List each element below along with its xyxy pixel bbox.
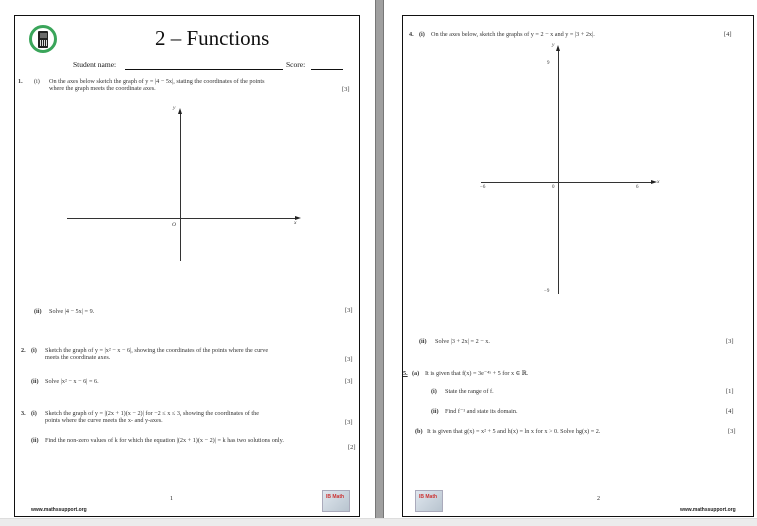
q5-a-i-text: State the range of f.	[445, 388, 494, 395]
q4-i-marks: [4]	[724, 31, 732, 38]
x-max-tick: 6	[636, 185, 639, 190]
page-view-left[interactable]	[0, 0, 375, 518]
q4-ii-text: Solve |3 + 2x| = 2 − x.	[435, 338, 490, 345]
q2-ii-text: Solve |x² − x − 6| = 6.	[45, 378, 99, 385]
x-axis-arrow-icon	[295, 216, 301, 220]
q2-number: 2.	[21, 347, 26, 354]
q1-ii-label: (ii)	[34, 308, 42, 315]
q5-a-text: It is given that f(x) = 3e⁻⁴ˣ + 5 for x ∈ ℝ.	[425, 370, 529, 377]
ib-math-badge-icon: IB Math	[415, 490, 443, 512]
q5-a-label: (a)	[412, 370, 420, 377]
q4-number: 4.	[409, 31, 414, 38]
q5-b-label: (b)	[415, 428, 423, 435]
q4-i-text: On the axes below, sketch the graphs of y = 2 − x and y = |3 + 2x|.	[431, 31, 595, 38]
y-max-tick: 9	[547, 61, 550, 66]
x-axis-label: x	[294, 220, 297, 226]
q3-i-label: (i)	[31, 410, 37, 417]
y-axis-label: y	[173, 105, 176, 111]
page-2	[402, 15, 754, 517]
y-axis	[558, 48, 559, 294]
student-name-label: Student name:	[73, 60, 117, 69]
ib-math-badge-icon: IB Math	[322, 490, 350, 512]
y-min-tick: −9	[544, 289, 550, 294]
footer-url[interactable]: www.mathssupport.org	[680, 507, 736, 513]
score-line	[311, 69, 343, 70]
q2-i-text: Sketch the graph of y = |x² − x − 6|, showing the coordinates of the points where the curve	[45, 347, 269, 354]
q3-i-marks: [3]	[345, 419, 353, 426]
q3-i-text: Sketch the graph of y = |(2x + 1)(x − 2)| for −2 ≤ x ≤ 3, showing the coordinates of the	[45, 410, 259, 417]
origin-label: 0	[552, 185, 555, 190]
q3-number: 3.	[21, 410, 26, 417]
student-name-line	[125, 69, 283, 70]
q4-ii-label: (ii)	[419, 338, 427, 345]
q1-i-label: (i)	[34, 78, 40, 85]
q3-ii-label: (ii)	[31, 437, 39, 444]
origin-label: O	[172, 222, 176, 228]
page-number: 1	[170, 496, 173, 502]
q3-ii-text: Find the non-zero values of k for which the equation |(2x + 1)(x − 2)| = k has two solutions only.	[45, 437, 284, 444]
y-axis-arrow-icon	[178, 108, 182, 114]
page-title: 2 – Functions	[155, 26, 270, 50]
score-label: Score:	[286, 60, 306, 69]
q3-ii-marks: [2]	[348, 444, 356, 451]
page-divider-scrollbar[interactable]	[375, 0, 384, 525]
footer-url[interactable]: www.mathssupport.org	[31, 507, 87, 513]
q1-i-text2: where the graph meets the coordinate axes.	[49, 85, 156, 92]
q5-a-i-label: (i)	[431, 388, 437, 395]
x-min-tick: −6	[480, 185, 486, 190]
q1-i-text: On the axes below sketch the graph of y = |4 − 5x|, stating the coordinates of the points	[49, 78, 265, 85]
q2-ii-marks: [3]	[345, 378, 353, 385]
q5-b-marks: [3]	[728, 428, 736, 435]
q2-ii-label: (ii)	[31, 378, 39, 385]
y-axis	[180, 111, 181, 261]
q5-number: 5.	[403, 370, 408, 377]
y-axis-arrow-icon	[556, 45, 560, 51]
q1-i-marks: [3]	[342, 86, 350, 93]
q1-ii-text: Solve |4 − 5x| = 9.	[49, 308, 95, 315]
calculator-logo-icon	[29, 25, 57, 53]
x-axis	[481, 182, 653, 183]
q5-a-ii-marks: [4]	[726, 408, 734, 415]
q5-b-text: It is given that g(x) = x² + 5 and h(x) = ln x for x > 0. Solve hg(x) = 2.	[427, 428, 601, 435]
q4-ii-marks: [3]	[726, 338, 734, 345]
y-axis-label: y	[552, 42, 555, 48]
q2-i-marks: [3]	[345, 356, 353, 363]
q1-ii-marks: [3]	[345, 307, 353, 314]
q5-a-ii-label: (ii)	[431, 408, 439, 415]
q1-number: 1.	[18, 78, 23, 85]
x-axis	[67, 218, 297, 219]
q2-i-label: (i)	[31, 347, 37, 354]
q5-a-i-marks: [1]	[726, 388, 734, 395]
q5-a-ii-text: Find f⁻¹ and state its domain.	[445, 408, 518, 415]
page-view-right[interactable]	[384, 0, 757, 518]
x-axis-label: x	[657, 179, 660, 185]
q4-i-label: (i)	[419, 31, 425, 38]
q2-i-text2: meets the coordinate axes.	[45, 354, 111, 361]
q3-i-text2: points where the curve meets the x- and y-axes.	[45, 417, 163, 424]
page-1	[14, 15, 360, 517]
page-number: 2	[597, 496, 600, 502]
